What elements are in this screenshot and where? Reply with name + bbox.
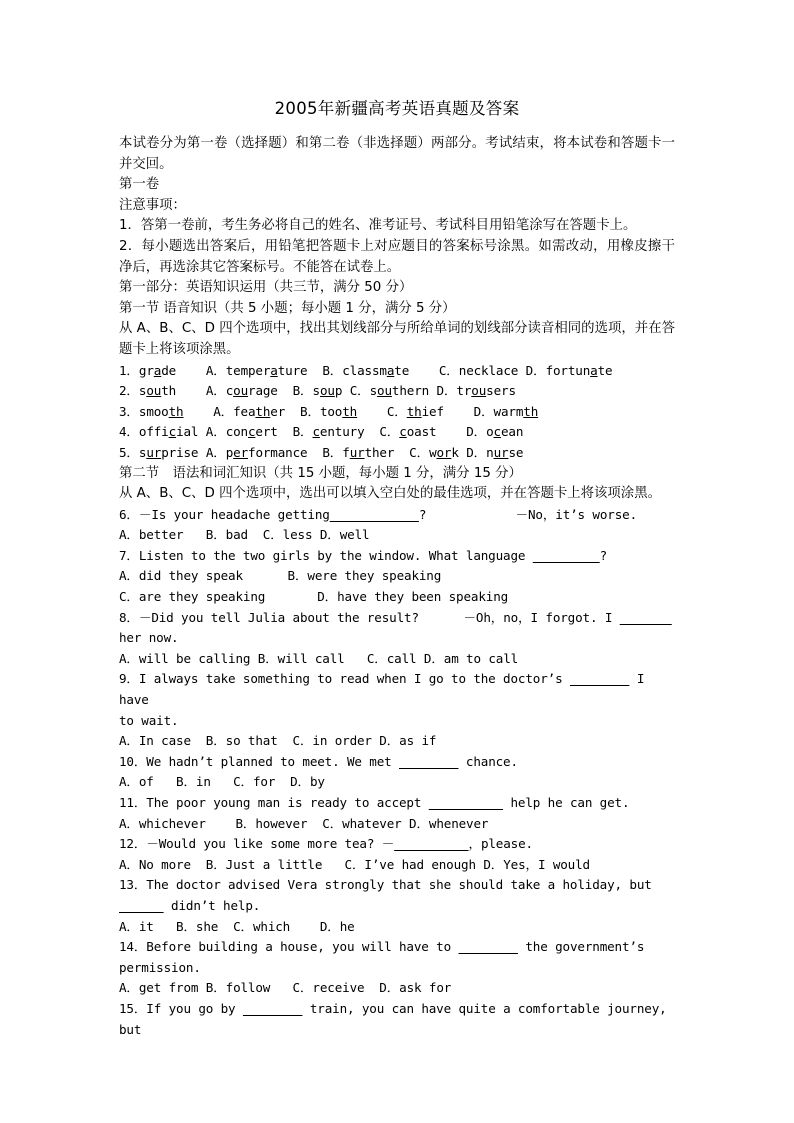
question-text: 11．The poor young man is ready to accept	[119, 795, 429, 810]
question-text: chance.	[458, 753, 518, 769]
option-text: oast	[406, 424, 437, 440]
question-text: 8．－Did you tell Julia about the result? －Oh，no，I forgot. I	[119, 609, 620, 625]
question-text: 15．If you go by	[119, 1000, 243, 1016]
grammar-question-line	[119, 566, 675, 587]
option-text: ther	[364, 444, 395, 460]
option-label[interactable]: B．	[322, 444, 343, 460]
grammar-question-line	[119, 587, 675, 608]
option-text: te	[394, 362, 410, 378]
grammar-question-line	[119, 505, 675, 526]
option-label[interactable]: A．	[213, 403, 234, 419]
question-text: A．it B．she C．which D．he	[119, 918, 355, 934]
grammar-question-line	[119, 978, 675, 999]
grammar-question-line	[119, 999, 675, 1040]
grammar-question-line	[119, 649, 675, 670]
option-label[interactable]: B．	[322, 362, 343, 378]
grammar-question-line	[119, 793, 675, 814]
option-label[interactable]: B．	[300, 403, 320, 419]
question-stem-underlined-part: ur	[146, 444, 162, 460]
question-text: A．better B．bad C．less D．well	[119, 527, 370, 543]
question-text: train, you can have quite a comfortable journey, but	[119, 1000, 675, 1037]
note-item: 2．每小题选出答案后，用铅笔把答题卡上对应题目的答案标号涂黑。如需改动，用橡皮擦干净后，再选涂其它答案标号。不能答在试卷上。	[119, 238, 675, 275]
option-text: temper	[225, 362, 271, 378]
question-text: C．are they speaking D．have they been speaking	[119, 589, 509, 605]
option-label[interactable]: A．	[205, 383, 226, 399]
section-one-heading: 第一节 语音知识（共 5 小题；每小题 1 分，满分 5 分）	[119, 300, 456, 316]
option-text: classm	[342, 362, 387, 378]
grammar-question-line	[119, 772, 675, 793]
grammar-question-list	[119, 505, 675, 1040]
question-stem-text: s	[138, 444, 147, 460]
question-text: 14．Before building a house, you will have to	[119, 939, 459, 955]
option-label[interactable]: A．	[205, 424, 226, 440]
question-text: A．of B．in C．for D．by	[119, 774, 325, 790]
option-underlined-part: c	[247, 424, 256, 440]
option-label[interactable]: B．	[292, 383, 313, 399]
option-label[interactable]: D．	[466, 444, 487, 460]
question-number: 2．	[119, 383, 139, 399]
answer-blank[interactable]	[429, 795, 503, 810]
option-label[interactable]: D．	[525, 362, 546, 378]
phonetics-question	[119, 381, 675, 402]
question-text: 9．I always take something to read when I go to the doctor’s	[119, 671, 570, 687]
option-label[interactable]: C．	[379, 424, 400, 440]
option-label[interactable]: A．	[205, 362, 226, 378]
question-stem-underlined-part: th	[168, 403, 184, 419]
option-label[interactable]: D．	[436, 383, 457, 399]
question-text: A．will be calling B．will call C．call D．am to call	[119, 650, 519, 666]
grammar-question-line	[119, 855, 675, 876]
option-text: c	[225, 383, 234, 399]
paper-label: 第一卷	[119, 177, 160, 193]
option-text: too	[319, 403, 343, 419]
grammar-question-line	[119, 669, 675, 710]
option-underlined-part: c	[312, 424, 320, 440]
option-text: p	[225, 444, 234, 460]
option-underlined-part: ou	[377, 383, 392, 399]
grammar-question-line	[119, 814, 675, 835]
section-two-instruction: 从 A、B、C、D 四个选项中，选出可以填入空白处的最佳选项，并在答题卡上将该项涂黑。	[119, 486, 661, 502]
page-title: 2005年新疆高考英语真题及答案	[274, 99, 520, 118]
grammar-question-line	[119, 711, 675, 732]
notes-heading: 注意事项：	[119, 197, 186, 213]
question-text: ?	[599, 547, 608, 563]
option-label[interactable]: C．	[409, 444, 430, 460]
question-text: ? －No，it’s worse.	[418, 506, 638, 522]
question-stem-text: ial	[176, 424, 199, 440]
option-text: con	[225, 424, 248, 440]
question-text: 10．We hadn’t planned to meet. We met	[119, 753, 399, 769]
option-text: ief	[421, 403, 444, 419]
option-text: te	[597, 362, 613, 378]
option-underlined-part: ur	[493, 444, 509, 460]
grammar-question-line	[119, 752, 675, 773]
question-stem-text: th	[161, 383, 177, 399]
section-two-heading: 第二节 语法和词汇知识（共 15 小题，每小题 1 分，满分 15 分）	[119, 465, 522, 481]
question-stem-text: s	[138, 383, 147, 399]
question-stem-text: offi	[138, 424, 169, 440]
grammar-question-line	[119, 917, 675, 938]
question-number: 4．	[119, 424, 139, 440]
question-stem-underlined-part: c	[168, 424, 177, 440]
question-text: A．No more B．Just a little C．I’ve had enough D．Yes，I would	[119, 856, 590, 872]
question-stem-underlined-part: a	[153, 362, 162, 378]
option-text: f	[342, 444, 350, 460]
option-underlined-part: th	[523, 403, 539, 419]
option-text: s	[312, 383, 320, 399]
option-text: p	[334, 383, 343, 399]
option-label[interactable]: D．	[473, 403, 494, 419]
option-underlined-part: a	[270, 362, 278, 378]
option-text: fortun	[545, 362, 591, 378]
option-text: thern	[391, 383, 430, 399]
option-text: o	[486, 424, 494, 440]
question-stem-text: gr	[138, 362, 154, 378]
question-text: A．did they speak B．were they speaking	[119, 568, 442, 584]
question-stem-underlined-part: ou	[146, 383, 162, 399]
phonetics-question	[119, 422, 675, 443]
question-number: 5．	[119, 444, 139, 460]
option-label[interactable]: D．	[466, 424, 487, 440]
grammar-question-line	[119, 937, 675, 958]
question-number: 3．	[119, 403, 139, 419]
question-text: 12．－Would you like some more tea? －	[119, 836, 395, 852]
question-text: A．In case B．so that C．in order D．as if	[119, 733, 437, 749]
question-text: her now.	[119, 630, 179, 646]
option-text: necklace	[458, 362, 519, 378]
question-stem-text: de	[161, 362, 177, 378]
answer-blank[interactable]	[394, 836, 468, 851]
question-text: A．whichever B．however C．whatever D．whenever	[119, 815, 489, 831]
option-text: warm	[493, 403, 524, 419]
grammar-question-line	[119, 546, 675, 567]
option-label[interactable]: C．	[349, 383, 370, 399]
answer-blank[interactable]	[570, 671, 629, 686]
question-text: to wait.	[119, 712, 179, 728]
answer-blank[interactable]	[399, 754, 458, 769]
option-underlined-part: th	[342, 403, 358, 419]
option-text: ture	[277, 362, 308, 378]
phonetics-question	[119, 361, 675, 382]
grammar-question-line	[119, 958, 675, 979]
question-stem-text: prise	[161, 444, 199, 460]
option-text: s	[369, 383, 378, 399]
question-text: 6．－Is your headache getting	[119, 506, 330, 522]
question-text: I have	[119, 671, 652, 708]
phonetics-question	[119, 402, 675, 423]
question-text: the government’s	[517, 939, 645, 955]
question-text: permission.	[119, 959, 201, 975]
option-text: er	[270, 403, 286, 419]
grammar-question-line	[119, 608, 675, 629]
grammar-question-line	[119, 834, 675, 855]
question-stem-text: smoo	[138, 403, 169, 419]
option-text: se	[508, 444, 524, 460]
option-underlined-part: th	[406, 403, 422, 419]
option-text: w	[429, 444, 437, 460]
option-text: entury	[319, 424, 365, 440]
option-underlined-part: ou	[233, 383, 249, 399]
option-text: ean	[500, 424, 524, 440]
answer-blank[interactable]	[330, 507, 419, 522]
option-label[interactable]: A．	[205, 444, 226, 460]
option-text: rage	[248, 383, 278, 399]
grammar-question-line	[119, 525, 675, 546]
answer-blank[interactable]	[533, 548, 600, 563]
option-underlined-part: ou	[319, 383, 335, 399]
option-text: formance	[248, 444, 308, 460]
grammar-question-line	[119, 896, 675, 917]
option-underlined-part: a	[386, 362, 395, 378]
document-content	[119, 96, 675, 1040]
section-one-instruction: 从 A、B、C、D 四个选项中，找出其划线部分与所给单词的划线部分读音相同的选项，并在答题卡上将该项涂黑。	[119, 321, 675, 357]
option-text: ert	[255, 424, 278, 440]
phonetics-question-list	[119, 361, 675, 464]
option-text: k	[451, 444, 459, 460]
grammar-question-line	[119, 875, 675, 896]
question-text: 13．The doctor advised Vera strongly that she should take a holiday, but	[119, 877, 652, 893]
question-text: 7．Listen to the two girls by the window. What language	[119, 547, 533, 563]
grammar-question-line	[119, 628, 675, 649]
option-underlined-part: or	[436, 444, 452, 460]
option-text: n	[486, 444, 494, 460]
option-text: tr	[456, 383, 472, 399]
grammar-question-line	[119, 731, 675, 752]
note-item: 1．答第一卷前，考生务必将自己的姓名、准考证号、考试科目用铅笔涂写在答题卡上。	[119, 218, 637, 234]
option-underlined-part: th	[255, 403, 271, 419]
question-text: help he can get.	[503, 795, 630, 810]
option-label[interactable]: B．	[292, 424, 313, 440]
option-underlined-part: ur	[349, 444, 365, 460]
answer-blank[interactable]	[243, 1001, 302, 1016]
phonetics-question	[119, 443, 675, 464]
answer-blank[interactable]	[458, 939, 517, 954]
option-underlined-part: c	[493, 424, 501, 440]
option-label[interactable]: C．	[438, 362, 459, 378]
option-text: sers	[486, 383, 516, 399]
option-label[interactable]: C．	[386, 403, 407, 419]
intro-paragraph: 本试卷分为第一卷（选择题）和第二卷（非选择题）两部分。考试结束，将本试卷和答题卡一并交回。	[119, 136, 675, 172]
option-underlined-part: a	[590, 362, 598, 378]
answer-blank[interactable]	[620, 610, 672, 625]
option-underlined-part: c	[399, 424, 407, 440]
question-text: didn’t help.	[163, 897, 261, 913]
option-underlined-part: er	[233, 444, 249, 460]
question-number: 1．	[119, 362, 139, 378]
part-one-heading: 第一部分：英语知识运用（共三节，满分 50 分）	[119, 280, 413, 296]
option-underlined-part: ou	[471, 383, 487, 399]
option-text: fea	[233, 403, 256, 419]
answer-blank[interactable]	[119, 898, 164, 913]
question-text: A．get from B．follow C．receive D．ask for	[119, 980, 452, 996]
question-text: ，please.	[468, 836, 533, 852]
